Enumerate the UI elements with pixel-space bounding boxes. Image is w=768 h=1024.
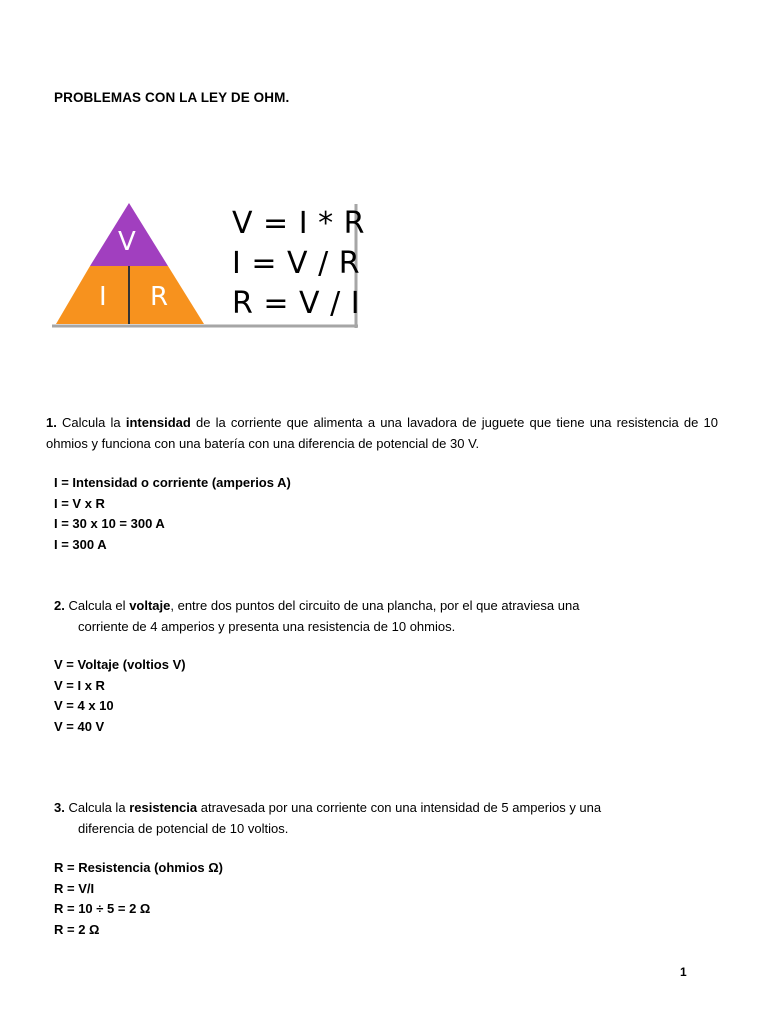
problem-number: 1. <box>46 415 57 430</box>
solution-line: V = 40 V <box>54 718 105 734</box>
problem-2-statement <box>54 595 718 637</box>
problem-number: 3. <box>54 800 65 815</box>
problem-keyword: voltaje <box>129 598 171 613</box>
page-number: 1 <box>680 965 687 979</box>
problem-3-statement <box>54 797 718 839</box>
problem-text-before: Calcula la <box>68 800 126 815</box>
problem-1-solution <box>54 473 291 555</box>
problem-text-after: atravesada por una corriente con una intensidad de 5 amperios y una <box>200 800 602 815</box>
ohm-law-figure <box>50 198 365 334</box>
solution-line: R = Resistencia (ohmios Ω) <box>54 860 223 875</box>
solution-line: V = 4 x 10 <box>54 698 114 713</box>
solution-line: R = V/I <box>54 880 95 896</box>
solution-line: V = I x R <box>54 677 105 693</box>
page-title: PROBLEMAS CON LA LEY DE OHM. <box>54 90 290 105</box>
solution-line: V = Voltaje (voltios V) <box>54 657 186 672</box>
problem-2-solution <box>54 655 186 737</box>
problem-1-statement <box>46 412 718 454</box>
problem-text-after: , entre dos puntos del circuito de una plancha, por el que atraviesa una <box>170 598 580 613</box>
problem-3-solution <box>54 858 223 940</box>
formula-current: I = V / R <box>232 246 361 281</box>
solution-line: R = 2 Ω <box>54 921 100 937</box>
solution-line: I = 30 x 10 = 300 A <box>54 516 165 531</box>
solution-line: R = 10 ÷ 5 = 2 Ω <box>54 901 151 916</box>
problem-text-after: de la corriente que alimenta a una lavadora de juguete que tiene una resistencia de 10 ohmios y funciona con una batería con una diferencia de potencial de 30 V. <box>46 415 718 451</box>
formula-resistance: R = V / I <box>232 286 361 321</box>
solution-line: I = 300 A <box>54 536 107 552</box>
triangle-label-i: I <box>99 282 107 312</box>
formula-box <box>222 202 408 326</box>
problem-number: 2. <box>54 598 65 613</box>
problem-text-continuation: corriente de 4 amperios y presenta una resistencia de 10 ohmios. <box>78 619 456 634</box>
problem-keyword: resistencia <box>129 800 198 815</box>
problem-text-before: Calcula el <box>68 598 126 613</box>
solution-line: I = Intensidad o corriente (amperios A) <box>54 475 291 490</box>
problem-keyword: intensidad <box>125 415 191 430</box>
triangle-label-v: V <box>118 227 136 257</box>
problem-text-before: Calcula la <box>62 415 121 430</box>
formula-voltage: V = I * R <box>232 206 365 241</box>
solution-line: I = V x R <box>54 495 105 511</box>
problem-text-continuation: diferencia de potencial de 10 voltios. <box>78 821 289 836</box>
triangle-label-r: R <box>150 282 169 312</box>
